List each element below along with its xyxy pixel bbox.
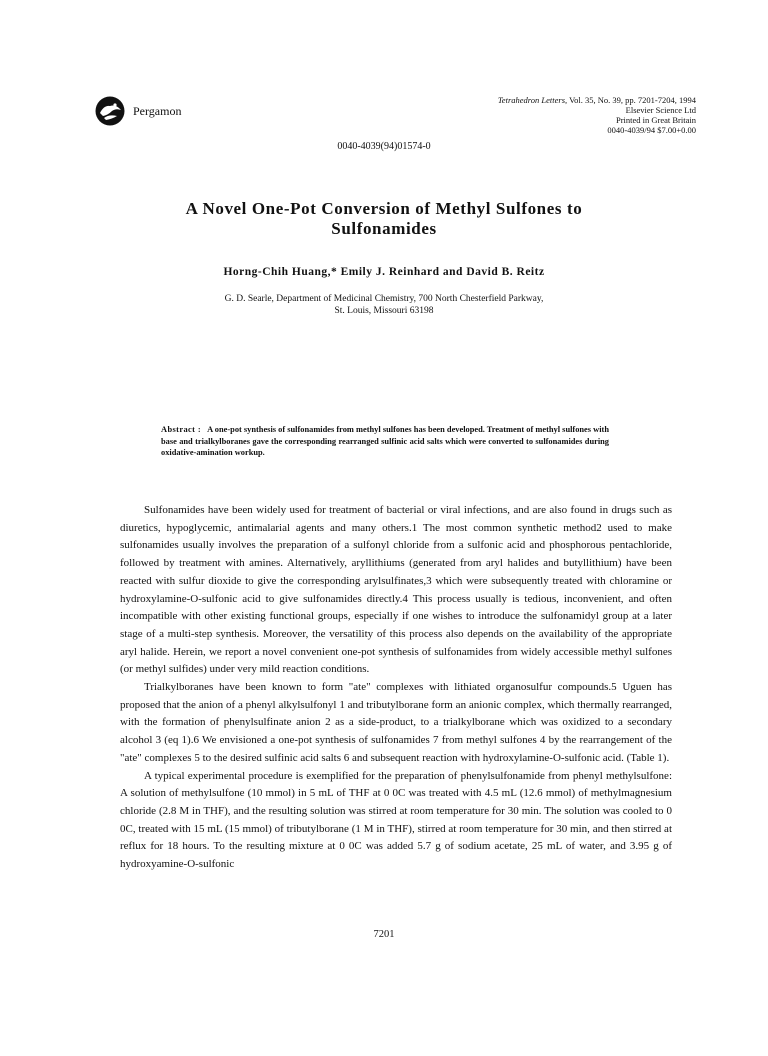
abstract-text: A one-pot synthesis of sulfonamides from methyl sulfones has been developed. Treatment of methyl sulfones with base and trialkylboranes gave the corresponding rearranged sulfinic acid salts which were converted to sulfonamides during oxidative-amination workup. xyxy=(161,425,609,457)
body-paragraph: A typical experimental procedure is exemplified for the preparation of phenylsulfonamide from phenyl methylsulfone: A solution of methylsulfone (10 mmol) in 5 mL of THF at 0 0C was treated with 4.5 mL (12.6 mmol) of methylmagnesium chloride (2.8 M in THF), and the resulting solution was stirred at room temperature for 30 min. The solution was cooled to 0 0C, treated with 15 mL (15 mmol) of tributylborane (1 M in THF), stirred at room temperature for 30 min, and then stirred at reflux for 18 hours. To the resulting mixture at 0 0C was added 5.7 g of sodium acetate, 25 mL of water, and 3.95 g of hydroxyamine-O-sulfonic xyxy=(120,769,672,871)
affiliation xyxy=(0,293,768,317)
article-title xyxy=(110,199,658,239)
body-paragraph: Sulfonamides have been widely used for treatment of bacterial or viral infections, and are also found in drugs such as diuretics, hypoglycemic, antimalarial agents and many others.1 The most common synthetic method2 used to make sulfonamides usually involves the preparation of a sulfonyl chloride from a sulfonic acid and phosphorous pentachloride, followed by treatment with amines. Alternatively, aryllithiums (generated from aryl halides and butyllithium) have been reacted with sulfur dioxide to give the corresponding arylsulfinates,3 which were subsequently treated with chloramine or hydroxylamine-O-sulfonic acid to give sulfonamides directly.4 This process usually is tedious, inconvenient, and often incompatible with other existing functional groups, especially if one wishes to introduce the sulfonamidyl group at a later stage of a multi-step synthesis. Moreover, the versatility of this process also depends on the availability of the appropriate aryl halide. Herein, we report a novel convenient one-pot synthesis of sulfonamides from widely accessible methyl sulfones (or methyl sulfides) under very mild reaction conditions. xyxy=(120,504,672,676)
journal-line: 0040-4039/94 $7.00+0.00 xyxy=(607,125,696,135)
title-line: A Novel One-Pot Conversion of Methyl Sulfones to xyxy=(185,199,583,218)
affiliation-line: G. D. Searle, Department of Medicinal Chemistry, 700 North Chesterfield Parkway, xyxy=(224,294,544,304)
abstract xyxy=(161,424,609,459)
author-list: Horng-Chih Huang,* Emily J. Reinhard and David B. Reitz xyxy=(223,266,545,278)
body-text xyxy=(120,502,672,874)
title-line: Sulfonamides xyxy=(331,219,437,238)
doi-code: 0040-4039(94)01574-0 xyxy=(337,141,431,152)
pergamon-logo-icon xyxy=(95,96,125,126)
page-number: 7201 xyxy=(373,929,395,940)
journal-name: Tetrahedron Letters, xyxy=(497,95,568,105)
journal-citation xyxy=(396,95,696,105)
affiliation-line: St. Louis, Missouri 63198 xyxy=(334,306,434,316)
journal-info xyxy=(396,95,696,135)
journal-volume: Vol. 35, No. 39, pp. 7201-7204, 1994 xyxy=(567,95,696,105)
publisher-name: Pergamon xyxy=(133,104,182,118)
abstract-label: Abstract : xyxy=(161,425,202,434)
journal-line: Elsevier Science Ltd xyxy=(625,105,696,115)
body-paragraph: Trialkylboranes have been known to form "ate" complexes with lithiated organosulfur compounds.5 Uguen has proposed that the anion of a phenyl alkylsulfonyl 1 and tributylborane form an anionic complex, which thermally rearranged, with the formation of phenylsulfinate anion 2 as a side-product, to a trialkylborane which was oxidized to a secondary alcohol 3 (eq 1).6 We envisioned a one-pot synthesis of sulfonamides 7 from methyl sulfones 4 by the rearrangement of the "ate" complexes 5 to the desired sulfinic acid salts 6 and subsequent reaction with hydroxylamine-O-sulfonic acid. (Table 1). xyxy=(120,681,672,764)
journal-line: Printed in Great Britain xyxy=(615,115,696,125)
